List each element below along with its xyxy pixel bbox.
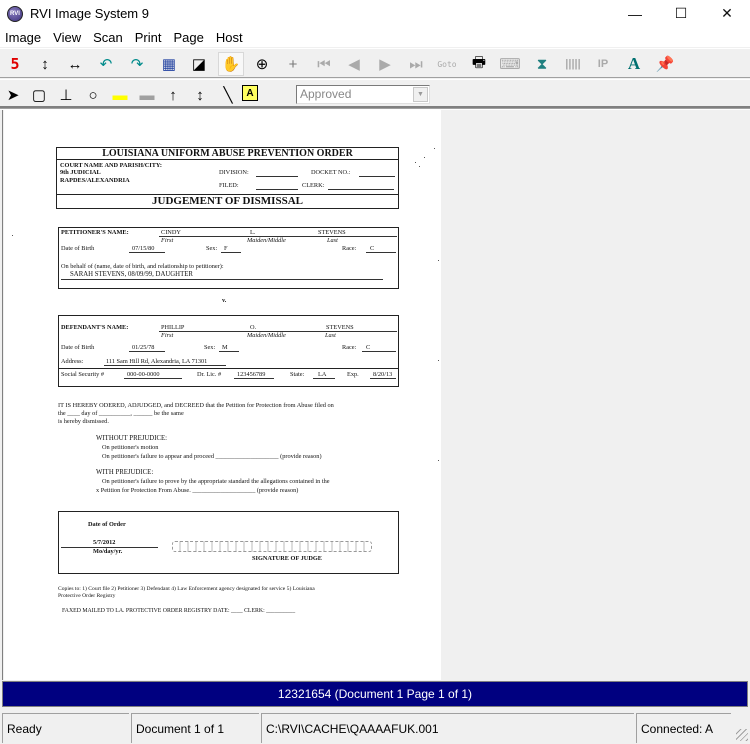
defendant-state: LA xyxy=(318,371,327,378)
caption-last: Last xyxy=(325,332,336,339)
goto-icon[interactable]: Goto xyxy=(437,59,457,69)
print-icon[interactable]: 🖶 xyxy=(471,53,487,71)
rectangle-icon[interactable]: ▢ xyxy=(31,87,47,104)
ssn-label: Social Security # xyxy=(61,371,105,378)
status-bar xyxy=(0,711,750,743)
order-text-3: is hereby dismissed. xyxy=(58,418,109,425)
behalf-label: On behalf of (name, date of birth, and relationship to petitioner): xyxy=(61,263,224,270)
caption-last: Last xyxy=(327,237,338,244)
menu-view[interactable]: View xyxy=(53,29,82,45)
court-label: COURT NAME AND PARISH/CITY: xyxy=(60,162,162,169)
crosshair-icon[interactable]: + xyxy=(288,55,298,73)
docket-label: DOCKET NO.: xyxy=(311,169,351,176)
highlighter-icon[interactable]: ▬ xyxy=(112,86,128,104)
petitioner-sex: F xyxy=(224,245,228,252)
defendant-exp: 8/20/13 xyxy=(373,371,393,378)
court-line2: RAPDES/ALEXANDRIA xyxy=(60,177,130,184)
defendant-ssn: 000-00-0000 xyxy=(127,371,160,378)
section-title: JUDGEMENT OF DISMISSAL xyxy=(152,195,303,207)
window-title: RVI Image System 9 xyxy=(30,6,149,21)
form-title: LOUISIANA UNIFORM ABUSE PREVENTION ORDER xyxy=(102,148,353,159)
petitioner-race: C xyxy=(370,245,375,252)
redact-icon[interactable]: ▬ xyxy=(139,86,155,104)
signature-label: SIGNATURE OF JUDGE xyxy=(252,555,322,562)
without-prejudice-heading: WITHOUT PREJUDICE: xyxy=(96,435,168,442)
defendant-middle: O. xyxy=(250,324,257,331)
date-of-order: 5/7/2012 xyxy=(93,539,116,546)
scanner-icon[interactable]: ⧗ xyxy=(536,55,548,73)
status-path: C:\RVI\CACHE\QAAAAFUK.001 xyxy=(261,713,634,743)
prev-page-icon[interactable]: ◀ xyxy=(348,56,360,73)
first-page-icon[interactable]: ⏮ xyxy=(317,55,331,73)
line-icon[interactable]: ╲ xyxy=(223,87,233,104)
state-label: State: xyxy=(290,371,305,378)
menu-scan[interactable]: Scan xyxy=(93,29,123,45)
image-viewer[interactable] xyxy=(2,110,749,680)
p-option-2: x Petition for Protection From Abuse. ____________________ (provide reason) xyxy=(96,487,299,494)
versus-text: v. xyxy=(222,297,227,304)
menu-page[interactable]: Page xyxy=(173,29,204,45)
double-arrow-icon[interactable]: ↕ xyxy=(196,86,204,104)
petitioner-race-label: Race: xyxy=(342,245,357,252)
minimize-button[interactable]: — xyxy=(628,5,642,22)
fax-icon[interactable]: ⌨ xyxy=(499,56,521,73)
clerk-label: CLERK: xyxy=(302,182,325,189)
petitioner-first: CINDY xyxy=(161,229,181,236)
close-button[interactable]: ✕ xyxy=(721,5,733,21)
filed-label: FILED: xyxy=(219,182,239,189)
defendant-race: C xyxy=(366,344,371,351)
order-text-1: IT IS HEREBY ODERED, ADJUDGED, and DECREED that the Petition for Protection from Abuse filed on xyxy=(58,402,334,409)
fit-height-icon[interactable]: ↕ xyxy=(41,55,49,73)
text-note-icon[interactable]: A xyxy=(242,85,258,101)
zoom-in-icon[interactable]: ⊕ xyxy=(255,56,269,73)
defendant-dob-label: Date of Birth xyxy=(61,344,95,351)
date-of-order-label: Date of Order xyxy=(88,521,126,528)
behalf-value: SARAH STEVENS, 08/09/99, DAUGHTER xyxy=(70,271,193,278)
caption-first: First xyxy=(161,332,174,339)
defendant-last: STEVENS xyxy=(326,324,354,331)
status-combo[interactable] xyxy=(296,85,430,104)
menu-bar xyxy=(0,27,750,47)
document-caption-bar: 12321654 (Document 1 Page 1 of 1) xyxy=(2,681,748,707)
rotate-left-icon[interactable]: ↶ xyxy=(99,56,113,73)
menu-print[interactable]: Print xyxy=(134,29,162,45)
date-format: Mo/day/yr. xyxy=(93,548,123,555)
menu-image[interactable]: Image xyxy=(5,29,42,45)
next-page-icon[interactable]: ▶ xyxy=(379,56,391,73)
app-logo-icon: RVI xyxy=(7,6,23,22)
dl-label: Dr. Lic. # xyxy=(197,371,222,378)
address-label: Address: xyxy=(61,358,84,365)
thumbnails-icon[interactable]: ▦ xyxy=(161,56,177,73)
defendant-sex-label: Sex: xyxy=(204,344,216,351)
copies-line-2: Protective Order Registry xyxy=(58,593,116,599)
pushpin-icon[interactable]: 📌 xyxy=(655,56,675,73)
with-prejudice-heading: WITH PREJUDICE: xyxy=(96,469,154,476)
select-arrow-icon[interactable]: ➤ xyxy=(6,87,20,104)
exp-label: Exp. xyxy=(347,371,359,378)
s-icon[interactable]: 5 xyxy=(10,55,20,73)
petitioner-dob-label: Date of Birth xyxy=(61,245,95,252)
wp-option-1: On petitioner's motion xyxy=(102,444,159,451)
ip-icon[interactable]: IP xyxy=(597,58,609,70)
petitioner-label: PETITIONER'S NAME: xyxy=(61,229,129,236)
division-label: DIVISION: xyxy=(219,169,249,176)
defendant-dl: 123456789 xyxy=(237,371,266,378)
petitioner-middle: L. xyxy=(250,229,256,236)
caption-first: First xyxy=(161,237,174,244)
menu-host[interactable]: Host xyxy=(215,29,243,45)
redacted-signature xyxy=(172,541,372,552)
compare-icon[interactable]: ◪ xyxy=(191,56,207,73)
defendant-address: 111 Sam Hill Rd, Alexandria, LA 71301 xyxy=(106,358,208,365)
status-connection: Connected: A xyxy=(636,713,731,743)
status-doc-count: Document 1 of 1 xyxy=(131,713,259,743)
court-line1: 9th JUDICIAL xyxy=(60,169,101,176)
petitioner-sex-label: Sex: xyxy=(206,245,218,252)
circle-icon[interactable]: ○ xyxy=(88,86,98,104)
main-toolbar xyxy=(0,48,750,78)
fit-width-icon[interactable]: ↔ xyxy=(67,55,83,73)
maximize-button[interactable]: ☐ xyxy=(674,5,688,21)
faxed-line: FAXED MAILED TO LA. PROTECTIVE ORDER REGISTRY DATE: ____ CLERK: __________ xyxy=(62,608,296,614)
order-text-2: the ____ day of __________, ______ be the same xyxy=(58,410,184,417)
barcode-icon[interactable]: ||||| xyxy=(565,58,581,70)
stamp-icon[interactable]: ⊥ xyxy=(59,87,73,104)
copies-line-1: Copies to: 1) Court file 2) Petitioner 3) Defendant 4) Law Enforcement agency designated for service 5) Louisiana xyxy=(58,586,315,592)
rotate-right-icon[interactable]: ↷ xyxy=(130,56,144,73)
status-combo-value: Approved xyxy=(300,87,352,101)
petitioner-last: STEVENS xyxy=(318,229,346,236)
caption-middle: Maiden/Middle xyxy=(247,332,286,339)
chevron-down-icon[interactable]: ▼ xyxy=(413,87,428,102)
document-page xyxy=(4,110,441,680)
title-bar xyxy=(0,0,750,27)
hand-pan-icon[interactable]: ✋ xyxy=(218,52,244,76)
last-page-icon[interactable]: ⏭ xyxy=(409,55,423,73)
wp-option-2: On petitioner's failure to appear and proceed ____________________ (provide reason) xyxy=(102,453,322,460)
annotation-toolbar xyxy=(0,79,750,107)
caption-middle: Maiden/Middle xyxy=(247,237,286,244)
defendant-sex: M xyxy=(222,344,228,351)
resize-grip[interactable] xyxy=(736,729,748,741)
p-option-1: On petitioner's failure to prove by the appropriate standard the allegations contained in the xyxy=(102,478,330,485)
defendant-race-label: Race: xyxy=(342,344,357,351)
defendant-dob: 01/25/78 xyxy=(132,344,155,351)
status-ready: Ready xyxy=(2,713,129,743)
arrow-up-icon[interactable]: ↑ xyxy=(169,86,177,104)
font-icon[interactable]: A xyxy=(627,54,641,73)
defendant-first: PHILLIP xyxy=(161,324,185,331)
petitioner-dob: 07/15/80 xyxy=(132,245,155,252)
defendant-label: DEFENDANT'S NAME: xyxy=(61,324,129,331)
